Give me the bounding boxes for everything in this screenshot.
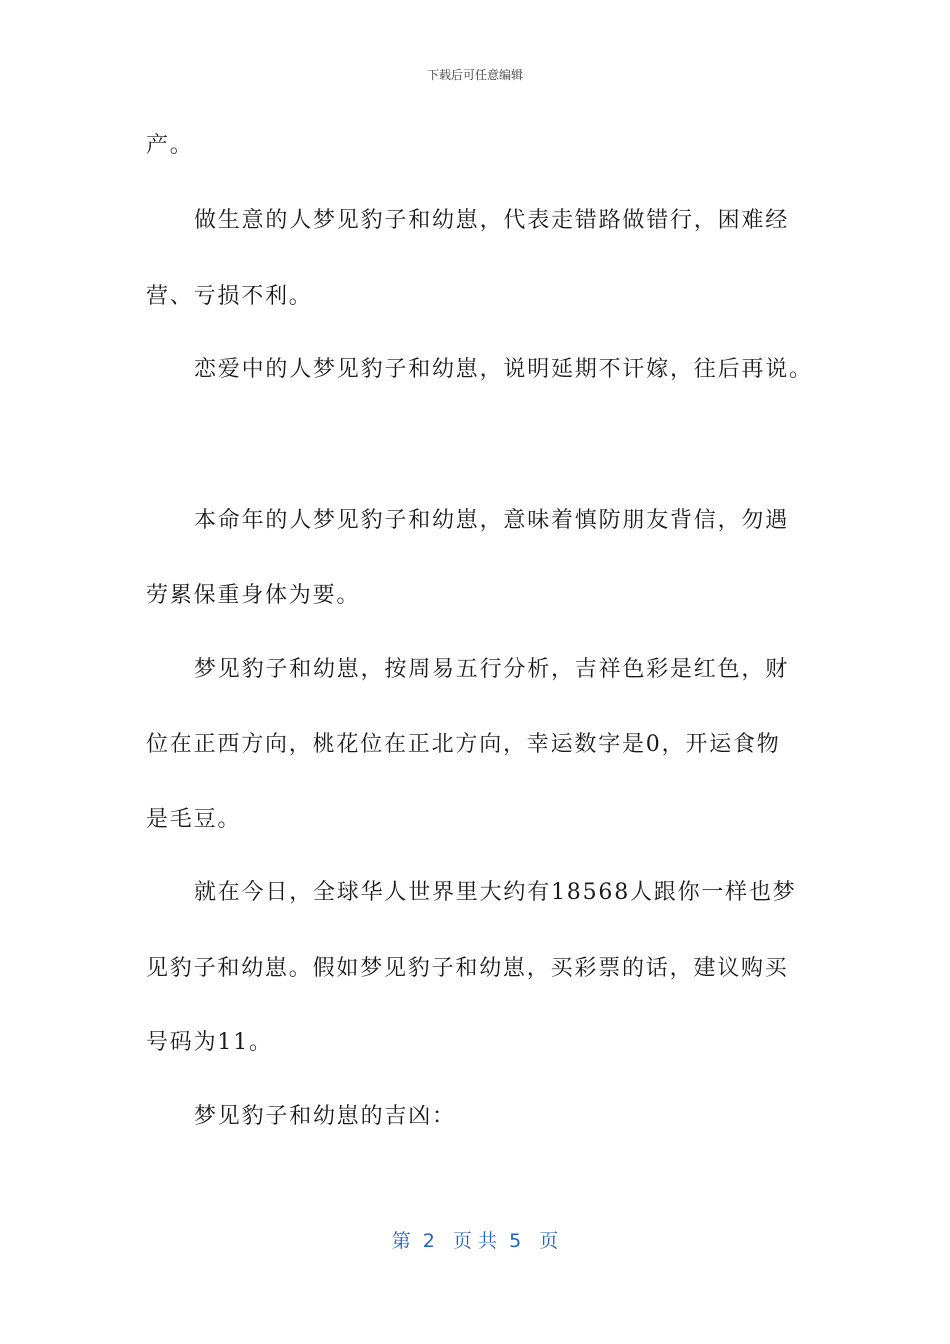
paragraph-start: 梦见豹子和幼崽的吉凶： [194,1104,456,1129]
paragraph-start: 梦见豹子和幼崽，按周易五行分析，吉祥色彩是红色，财 [194,657,790,682]
text-line: 产。 [146,133,194,158]
text-line: 位在正西方向，桃花位在正北方向，幸运数字是0，开运食物 [146,732,781,757]
paragraph-start: 做生意的人梦见豹子和幼崽，代表走错路做错行，困难经 [194,208,790,233]
text-line: 是毛豆。 [146,807,242,832]
paragraph-start: 就在今日，全球华人世界里大约有18568人跟你一样也梦 [194,880,797,905]
text-line: 劳累保重身体为要。 [146,583,361,608]
text-line: 营、亏损不利。 [146,284,313,309]
paragraph-start: 本命年的人梦见豹子和幼崽，意味着慎防朋友背信，勿遇 [194,508,790,533]
text-line: 号码为11。 [146,1030,273,1055]
text-line: 见豹子和幼崽。假如梦见豹子和幼崽，买彩票的话，建议购买 [146,956,789,981]
page-header: 下载后可任意编辑 [426,68,523,82]
page-number-footer: 第 2 页 共 5 页 [391,1230,559,1252]
paragraph-start: 恋爱中的人梦见豹子和幼崽，说明延期不讦嫁，往后再说。 [194,357,813,382]
